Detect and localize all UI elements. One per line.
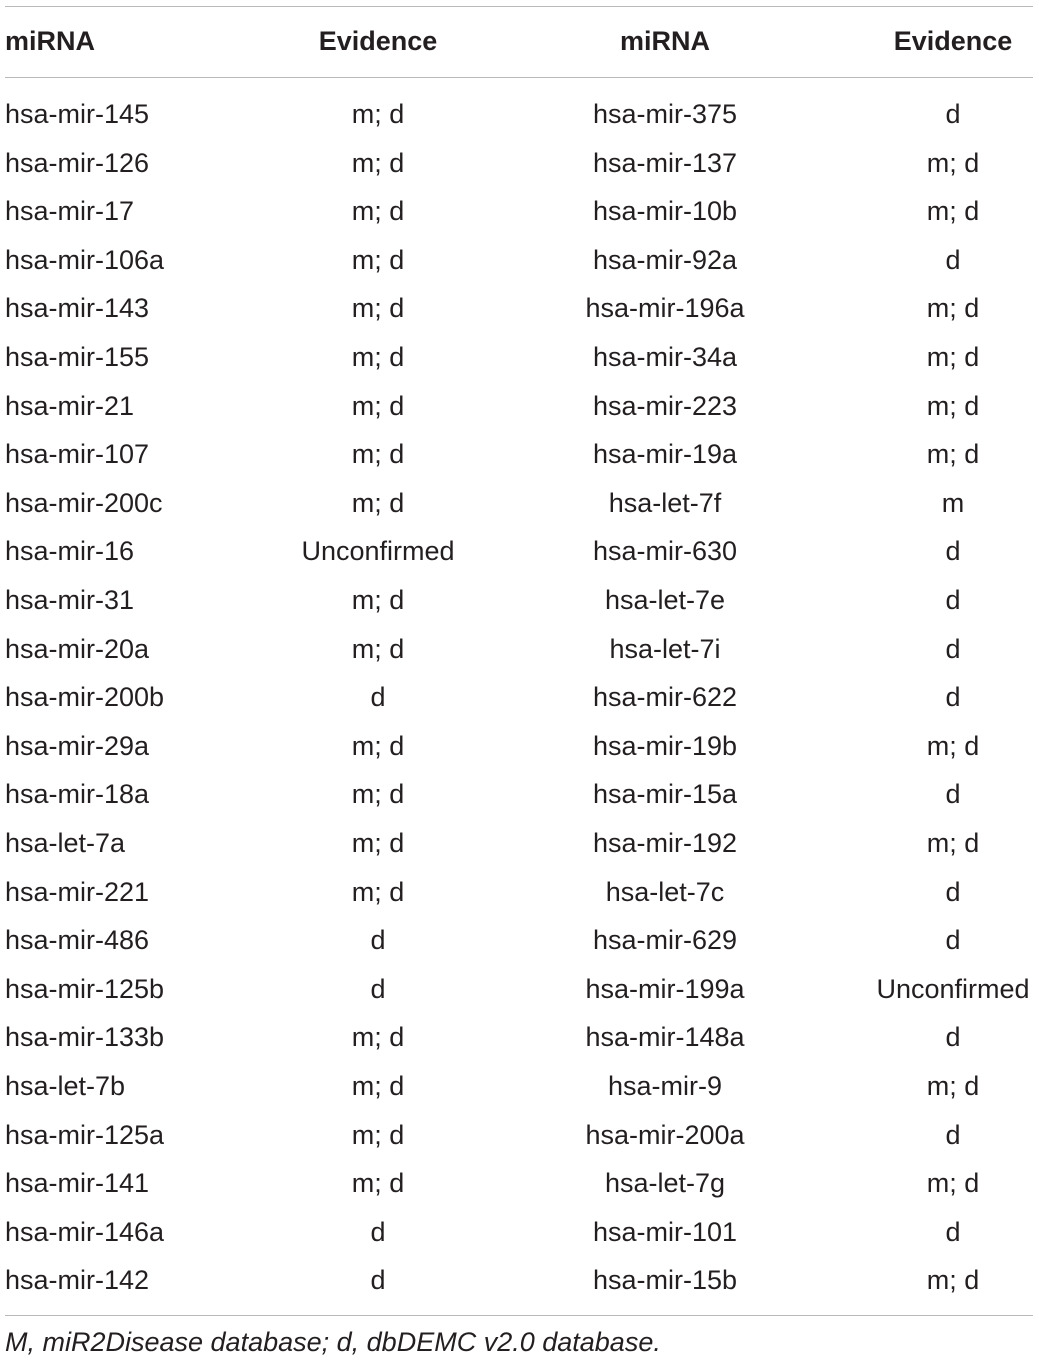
cell-evidence-left: m; d (351, 99, 405, 129)
cell-evidence-left: m; d (351, 1071, 405, 1101)
cell-evidence-left: m; d (351, 1168, 405, 1199)
cell-mirna-left: hsa-mir-125b (5, 973, 165, 1004)
cell-mirna-right: hsa-let-7g (604, 1168, 726, 1199)
cell-evidence-right: m; d (926, 730, 980, 761)
cell-mirna-left: hsa-mir-133b (5, 1022, 165, 1053)
header-mirna-right: miRNA (619, 26, 710, 56)
table-row (5, 1256, 1033, 1305)
table-row (5, 965, 1033, 1014)
cell-evidence-left: m; d (351, 390, 405, 421)
cell-evidence-right: d (945, 244, 961, 275)
cell-evidence-right: d (945, 925, 961, 956)
table-row (5, 1111, 1033, 1160)
table-row (5, 139, 1033, 188)
cell-mirna-right: hsa-mir-92a (592, 244, 738, 275)
cell-mirna-left: hsa-mir-143 (5, 293, 150, 324)
table-row (5, 479, 1033, 528)
cell-mirna-right: hsa-mir-629 (592, 925, 738, 956)
table-row (5, 90, 1033, 139)
cell-evidence-right: Unconfirmed (876, 973, 1030, 1004)
cell-evidence-right: d (945, 633, 961, 664)
cell-mirna-right: hsa-mir-10b (592, 196, 738, 227)
cell-evidence-right: m; d (926, 293, 980, 324)
table-row (5, 722, 1033, 771)
cell-evidence-left: m; d (351, 585, 405, 615)
cell-mirna-left: hsa-mir-18a (5, 779, 150, 810)
cell-mirna-right: hsa-mir-223 (592, 390, 738, 421)
cell-mirna-right: hsa-mir-15b (592, 1265, 738, 1296)
table-row (5, 916, 1033, 965)
cell-evidence-right: m; d (926, 439, 980, 470)
cell-evidence-right: m; d (926, 1265, 980, 1296)
table-row (5, 236, 1033, 285)
cell-mirna-left: hsa-mir-29a (5, 730, 150, 761)
cell-mirna-right: hsa-mir-19a (592, 439, 738, 470)
cell-mirna-left: hsa-mir-145 (5, 99, 150, 129)
cell-mirna-right: hsa-mir-19b (592, 730, 738, 761)
cell-mirna-right: hsa-mir-34a (592, 342, 738, 372)
table-row (5, 430, 1033, 479)
cell-mirna-right: hsa-mir-15a (592, 779, 738, 810)
cell-evidence-right: d (945, 1119, 961, 1150)
cell-evidence-left: m; d (351, 196, 405, 227)
cell-evidence-right: d (945, 682, 961, 713)
cell-mirna-right: hsa-mir-148a (585, 1022, 745, 1053)
table-bottom-rule (5, 1315, 1033, 1316)
cell-mirna-left: hsa-let-7b (5, 1071, 126, 1101)
cell-evidence-left: m; d (351, 1022, 405, 1053)
cell-mirna-left: hsa-let-7a (5, 828, 126, 858)
cell-evidence-left: d (370, 682, 386, 713)
cell-mirna-left: hsa-mir-221 (5, 876, 150, 907)
cell-mirna-right: hsa-let-7c (605, 876, 725, 907)
cell-mirna-left: hsa-mir-146a (5, 1216, 165, 1247)
cell-mirna-right: hsa-mir-622 (592, 682, 738, 713)
cell-evidence-right: d (945, 876, 961, 907)
cell-evidence-left: m; d (351, 342, 405, 372)
table-top-rule (5, 6, 1033, 7)
cell-mirna-right: hsa-mir-199a (585, 973, 745, 1004)
cell-evidence-right: m; d (926, 147, 980, 178)
table-row (5, 770, 1033, 819)
cell-evidence-left: d (370, 1216, 386, 1247)
table-footnote: M, miR2Disease database; d, dbDEMC v2.0 database. (5, 1327, 661, 1357)
cell-mirna-right: hsa-mir-200a (585, 1119, 745, 1150)
cell-mirna-left: hsa-mir-155 (5, 342, 150, 372)
table-row (5, 284, 1033, 333)
cell-mirna-right: hsa-let-7e (604, 585, 726, 615)
header-mirna-left: miRNA (5, 26, 96, 56)
cell-mirna-left: hsa-mir-31 (5, 585, 135, 615)
table-row (5, 673, 1033, 722)
cell-evidence-left: m; d (351, 147, 405, 178)
cell-mirna-left: hsa-mir-17 (5, 196, 135, 227)
table-header-row (5, 17, 1033, 66)
cell-evidence-left: m; d (351, 487, 405, 518)
table-row (5, 187, 1033, 236)
cell-evidence-right: d (945, 779, 961, 810)
table-row (5, 333, 1033, 382)
cell-mirna-right: hsa-let-7i (609, 633, 721, 664)
table-row (5, 527, 1033, 576)
cell-evidence-left: m; d (351, 876, 405, 907)
cell-mirna-left: hsa-mir-107 (5, 439, 150, 470)
cell-evidence-left: m; d (351, 779, 405, 810)
cell-evidence-right: m; d (926, 342, 980, 372)
table-header-rule (5, 77, 1033, 78)
cell-evidence-right: m; d (926, 196, 980, 227)
table-row (5, 1159, 1033, 1208)
header-evidence-left: Evidence (318, 26, 438, 56)
cell-mirna-right: hsa-mir-9 (607, 1071, 722, 1101)
cell-mirna-left: hsa-mir-125a (5, 1119, 165, 1150)
cell-mirna-left: hsa-mir-200b (5, 682, 165, 713)
cell-mirna-left: hsa-mir-142 (5, 1265, 150, 1296)
cell-evidence-right: m; d (926, 390, 980, 421)
cell-mirna-left: hsa-mir-486 (5, 925, 150, 956)
table-row (5, 1062, 1033, 1111)
cell-mirna-right: hsa-mir-196a (585, 293, 745, 324)
table-row (5, 576, 1033, 625)
table-row (5, 625, 1033, 674)
cell-evidence-right: m (941, 487, 965, 518)
cell-evidence-left: m; d (351, 828, 405, 858)
cell-evidence-right: d (945, 536, 961, 567)
cell-evidence-left: d (370, 1265, 386, 1296)
cell-mirna-right: hsa-mir-101 (592, 1216, 738, 1247)
table-row (5, 1013, 1033, 1062)
cell-mirna-left: hsa-mir-20a (5, 633, 150, 664)
cell-mirna-left: hsa-mir-126 (5, 147, 150, 178)
cell-mirna-right: hsa-mir-192 (592, 828, 738, 858)
table-row (5, 868, 1033, 917)
cell-mirna-left: hsa-mir-141 (5, 1168, 150, 1199)
table-row (5, 382, 1033, 431)
cell-mirna-left: hsa-mir-106a (5, 244, 165, 275)
cell-evidence-left: d (370, 925, 386, 956)
cell-mirna-right: hsa-mir-137 (592, 147, 738, 178)
cell-evidence-left: m; d (351, 293, 405, 324)
cell-mirna-right: hsa-mir-630 (592, 536, 738, 567)
cell-mirna-right: hsa-mir-375 (592, 99, 738, 129)
cell-evidence-left: m; d (351, 244, 405, 275)
cell-evidence-left: d (370, 973, 386, 1004)
cell-evidence-left: m; d (351, 1119, 405, 1150)
cell-mirna-left: hsa-mir-21 (5, 390, 135, 421)
cell-evidence-left: m; d (351, 633, 405, 664)
cell-evidence-right: m; d (926, 1071, 980, 1101)
cell-evidence-left: Unconfirmed (301, 536, 455, 567)
cell-mirna-right: hsa-let-7f (608, 487, 722, 518)
table-row (5, 819, 1033, 868)
cell-evidence-left: m; d (351, 439, 405, 470)
cell-evidence-right: d (945, 585, 961, 615)
cell-evidence-right: m; d (926, 1168, 980, 1199)
cell-mirna-left: hsa-mir-16 (5, 536, 135, 567)
cell-evidence-right: d (945, 1216, 961, 1247)
cell-evidence-right: d (945, 1022, 961, 1053)
cell-evidence-right: m; d (926, 828, 980, 858)
cell-mirna-left: hsa-mir-200c (5, 487, 163, 518)
header-evidence-right: Evidence (893, 26, 1013, 56)
cell-evidence-left: m; d (351, 730, 405, 761)
table-row (5, 1208, 1033, 1257)
cell-evidence-right: d (945, 99, 961, 129)
